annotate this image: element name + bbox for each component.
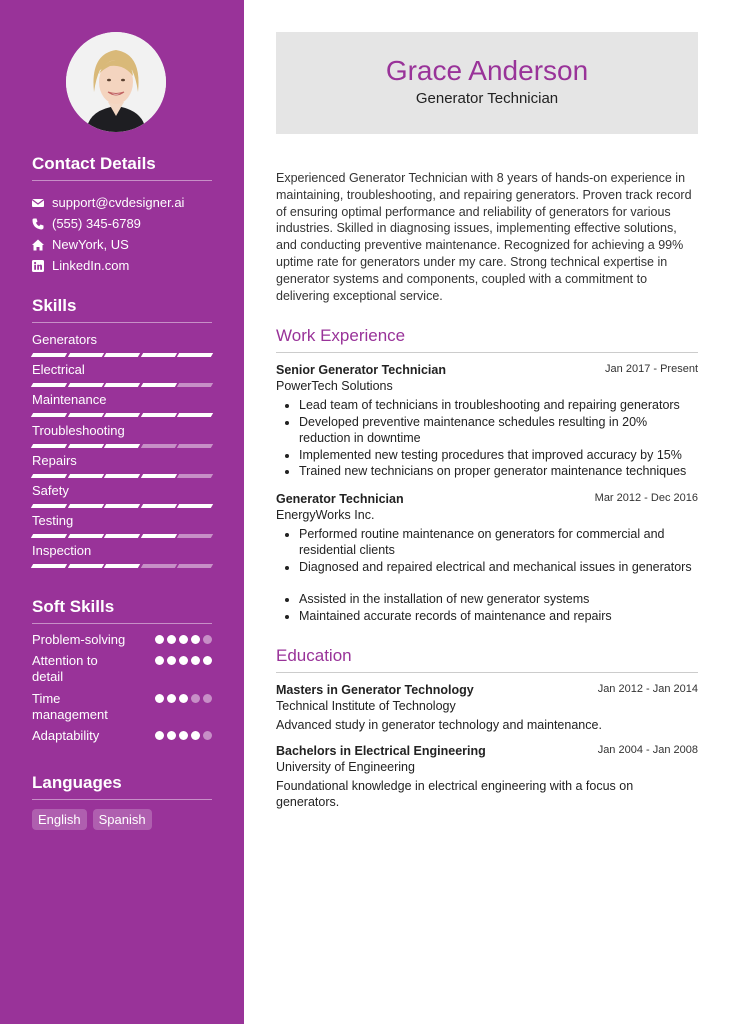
skill-item [32,332,212,362]
job-entry [276,363,698,480]
skill-name: Testing [32,513,74,529]
skill-item [32,423,212,453]
skill-name: Inspection [32,543,92,559]
education-entry [276,744,698,811]
rating-dot [155,694,164,703]
skill-name: Electrical [32,362,85,378]
job-company: PowerTech Solutions [276,379,393,394]
skill-level-segment [104,474,140,478]
linkedin-icon [32,260,44,272]
rating-dot [179,656,188,665]
rating-dot [167,694,176,703]
job-bullet: • Trained new technicians on proper generator maintenance techniques [299,463,698,480]
skill-level-segment [141,444,177,448]
education-dates: Jan 2012 - Jan 2014 [597,683,698,696]
skill-level-segment [31,444,67,448]
job-bullet: • Maintained accurate records of maintenance and repairs [299,608,698,625]
rating-dot [191,656,200,665]
rating-dot [179,731,188,740]
skill-level-segment [67,564,103,568]
rating-dot [167,635,176,644]
skill-item [32,392,212,422]
skill-level-segment [67,383,103,387]
job-bullet: • Performed routine maintenance on generators for commercial and residential clients [299,526,698,559]
skill-level-segment [177,413,213,417]
job-company: EnergyWorks Inc. [276,507,375,522]
job-title-row [276,363,698,377]
school-name: University of Engineering [276,759,415,774]
skill-level-segment [141,504,177,508]
phone-icon [32,218,44,230]
skill-level-segment [104,383,140,387]
job-bullet: • Developed preventive maintenance schedules resulting in 20% reduction in downtime [299,414,698,447]
skills-list [32,332,212,574]
job-bullet: • Lead team of technicians in troubleshooting and repairing generators [299,397,698,414]
rating-dot [155,656,164,665]
job-bullets [276,526,698,576]
soft-skills-heading: Soft Skills [32,597,212,624]
rating-dot [203,694,212,703]
skill-level-segment [177,564,213,568]
email-icon [32,197,44,209]
profile-summary: Experienced Generator Technician with 8 years of hands-on experience in maintaining, troubleshooting, and repairing generators. Proven track record of ensuring optimal performance and reliability of generators for various industries. Skilled in diagnosing issues, implementing effective solutions, and conducting preventive maintenance. Recognized for achieving a 99% uptime rate for generators under my care. Strong technical expertise in generator systems and components, coupled with a commitment to delivering exceptional service. [276,171,692,303]
skill-level-segment [67,534,103,538]
skill-level-segment [141,474,177,478]
skill-level-meter [32,534,212,538]
soft-skills-list [32,632,212,744]
job-entry [276,492,698,625]
rating-dot [179,694,188,703]
skill-level-segment [177,444,213,448]
skill-level-segment [104,444,140,448]
skill-name: Troubleshooting [32,422,125,438]
soft-skill-item [32,632,212,648]
job-bullets [276,591,698,624]
skill-level-meter [32,504,212,508]
soft-skill-rating [155,656,212,685]
skill-name: Repairs [32,452,77,468]
languages-list [32,809,152,830]
skill-level-segment [31,474,67,478]
work-experience-heading: Work Experience [276,326,698,353]
skill-level-segment [141,383,177,387]
contact-phone-text: (555) 345-6789 [52,216,141,231]
skill-level-segment [104,413,140,417]
soft-skill-rating [155,694,212,723]
soft-skill-item [32,728,212,744]
skill-level-meter [32,353,212,357]
education-entry [276,683,698,734]
skill-level-segment [67,413,103,417]
skill-level-segment [31,534,67,538]
rating-dot [179,635,188,644]
job-bullet: • Assisted in the installation of new generator systems [299,591,698,608]
education-title-row [276,683,698,697]
contact-email-text: support@cvdesigner.ai [52,195,185,210]
skill-level-segment [31,564,67,568]
skill-level-segment [67,474,103,478]
job-title: Generator Technician [276,491,404,506]
education-dates: Jan 2004 - Jan 2008 [597,743,698,756]
rating-dot [191,694,200,703]
job-dates: Mar 2012 - Dec 2016 [594,491,698,504]
skill-item [32,543,212,573]
skills-heading: Skills [32,296,212,323]
contact-location [32,234,222,255]
skill-item [32,513,212,543]
rating-dot [191,731,200,740]
contact-email[interactable] [32,192,222,213]
education-title-row [276,744,698,758]
contact-location-text: NewYork, US [52,237,129,252]
skill-level-meter [32,444,212,448]
skill-level-segment [104,534,140,538]
candidate-role: Generator Technician [415,90,559,107]
soft-skill-name: Problem-solving [32,632,126,647]
job-title-row [276,492,698,506]
rating-dot [203,635,212,644]
contact-heading: Contact Details [32,154,212,181]
skill-item [32,362,212,392]
education-description: Foundational knowledge in electrical engineering with a focus on generators. [276,778,634,810]
sidebar [0,0,244,1024]
job-bullet: • Implemented new testing procedures that improved accuracy by 15% [299,447,698,464]
skill-level-meter [32,474,212,478]
skill-level-segment [177,504,213,508]
skill-level-segment [177,534,213,538]
soft-skill-name: Time management [32,691,108,722]
skill-level-segment [31,383,67,387]
skill-level-segment [31,353,67,357]
contact-phone[interactable] [32,213,222,234]
skill-level-segment [141,353,177,357]
skill-level-segment [31,504,67,508]
skill-level-meter [32,413,212,417]
job-dates: Jan 2017 - Present [605,363,698,376]
contact-linkedin[interactable] [32,255,222,276]
soft-skill-item [32,653,212,685]
skill-level-segment [177,383,213,387]
rating-dot [155,635,164,644]
main-content [276,32,698,811]
school-name: Technical Institute of Technology [276,699,456,714]
rating-dot [203,731,212,740]
profile-photo [66,32,166,132]
skill-level-segment [31,413,67,417]
skill-name: Maintenance [32,392,107,408]
skill-level-segment [67,504,103,508]
job-title: Senior Generator Technician [276,363,446,378]
rating-dot [167,731,176,740]
skill-name: Generators [32,332,98,347]
skill-level-segment [104,504,140,508]
soft-skill-rating [155,635,212,648]
skill-name: Safety [32,482,69,498]
candidate-name: Grace Anderson [385,55,589,86]
name-header [276,32,698,134]
soft-skill-item [32,691,212,723]
rating-dot [203,656,212,665]
skill-level-meter [32,383,212,387]
skill-level-segment [141,534,177,538]
contact-linkedin-text: LinkedIn.com [52,258,130,273]
languages-heading: Languages [32,773,212,800]
language-tag: Spanish [93,809,152,830]
soft-skill-rating [155,731,212,744]
contact-list [32,192,222,276]
degree-name: Masters in Generator Technology [276,683,474,698]
skill-level-segment [67,444,103,448]
home-icon [32,239,44,251]
rating-dot [167,656,176,665]
skill-item [32,483,212,513]
skill-level-segment [104,353,140,357]
language-tag: English [32,809,87,830]
work-experience-list [276,363,698,624]
job-bullets [276,397,698,480]
skill-level-segment [177,353,213,357]
soft-skill-name: Adaptability [32,728,100,743]
skill-level-segment [67,353,103,357]
rating-dot [155,731,164,740]
skill-item [32,453,212,483]
rating-dot [191,635,200,644]
skill-level-segment [141,413,177,417]
skill-level-segment [104,564,140,568]
skill-level-segment [141,564,177,568]
education-heading: Education [276,646,698,673]
education-list [276,683,698,811]
skill-level-meter [32,564,212,568]
degree-name: Bachelors in Electrical Engineering [276,743,486,758]
skill-level-segment [177,474,213,478]
job-bullet: • Diagnosed and repaired electrical and mechanical issues in generators [299,559,698,576]
soft-skill-name: Attention to detail [32,653,98,684]
education-description: Advanced study in generator technology and maintenance. [276,718,602,733]
